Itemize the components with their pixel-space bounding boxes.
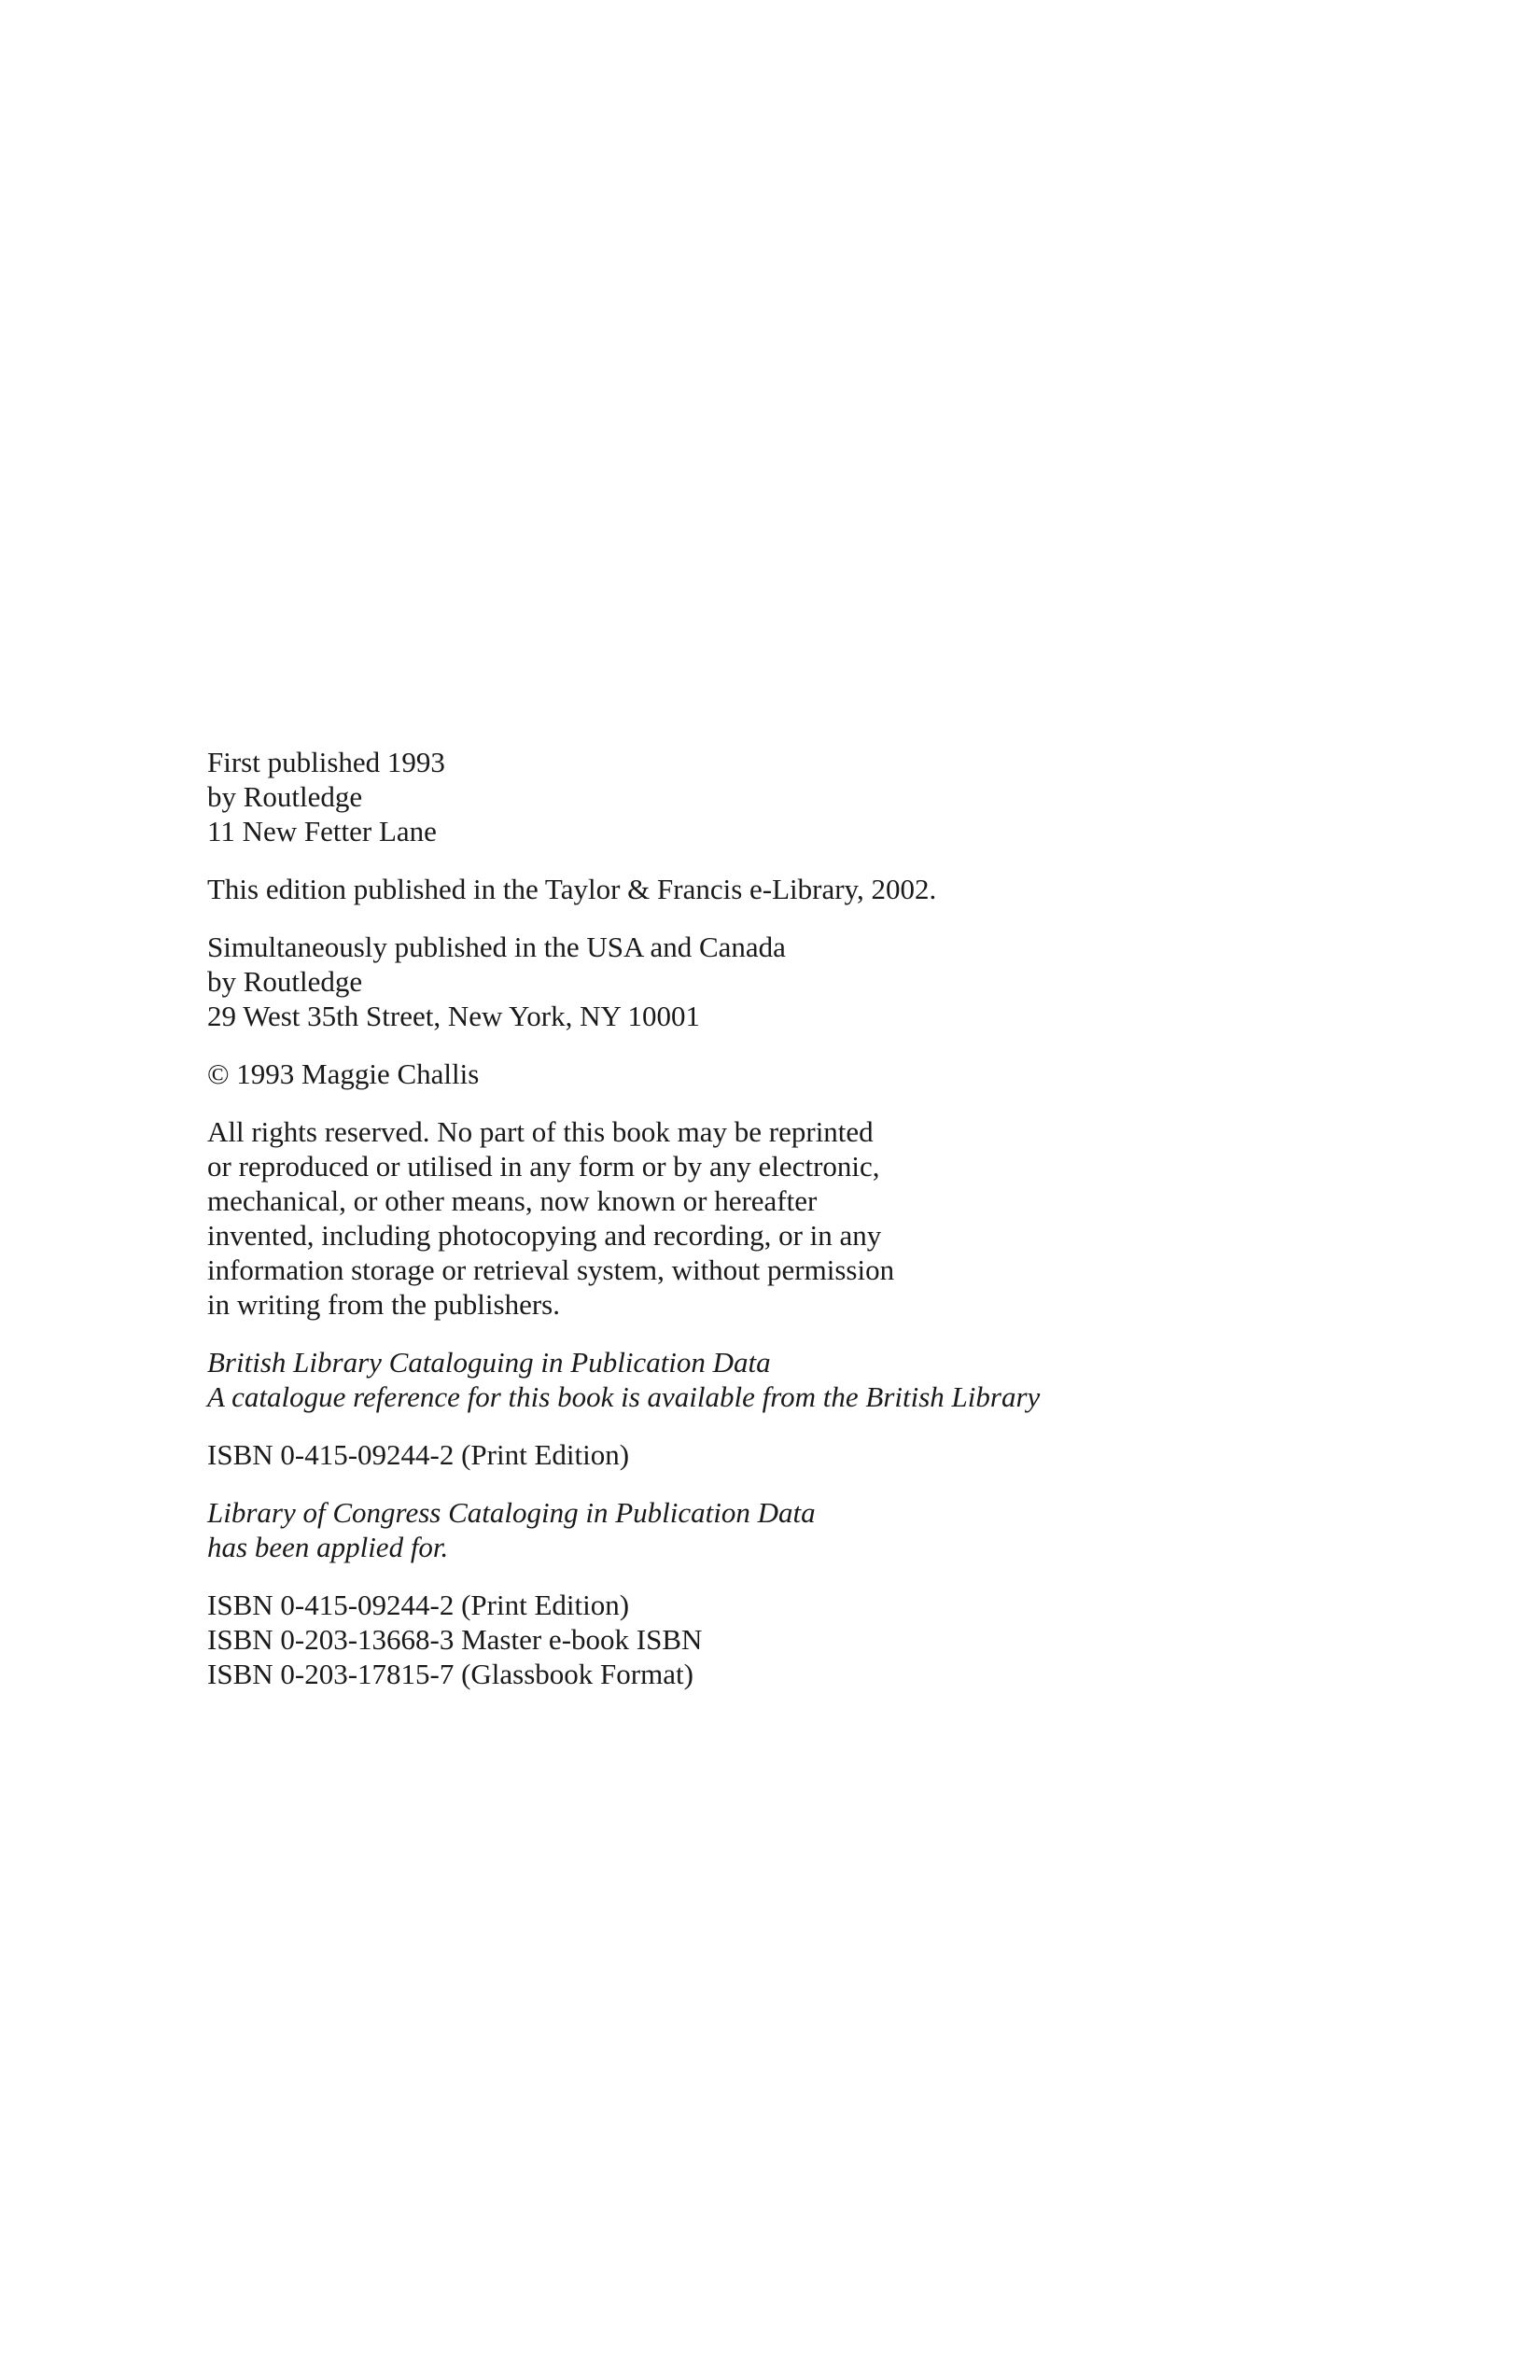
first-publication-info <box>207 745 1421 848</box>
isbn-master-ebook: ISBN 0-203-13668-3 Master e-book ISBN <box>207 1623 703 1656</box>
library-of-congress-heading: Library of Congress Cataloging in Publication Data <box>207 1496 816 1529</box>
isbn-print-edition: ISBN 0-415-09244-2 (Print Edition) <box>207 1438 630 1471</box>
isbn-glassbook-format: ISBN 0-203-17815-7 (Glassbook Format) <box>207 1658 693 1690</box>
british-library-heading: British Library Cataloguing in Publication Data <box>207 1346 771 1379</box>
rights-line: All rights reserved. No part of this book may be reprinted <box>207 1115 874 1148</box>
rights-reserved-notice <box>207 1114 1421 1322</box>
rights-line: mechanical, or other means, now known or hereafter <box>207 1184 818 1217</box>
british-library-note: A catalogue reference for this book is available from the British Library <box>207 1380 1041 1413</box>
us-publisher-address-line: 29 West 35th Street, New York, NY 10001 <box>207 1000 700 1032</box>
first-published-line: First published 1993 <box>207 746 445 778</box>
rights-line: in writing from the publishers. <box>207 1288 560 1321</box>
rights-line: invented, including photocopying and recording, or in any <box>207 1219 882 1252</box>
isbn-list <box>207 1588 1421 1691</box>
ebook-edition-line: This edition published in the Taylor & Francis e-Library, 2002. <box>207 873 937 905</box>
rights-line: information storage or retrieval system, without permission <box>207 1253 895 1286</box>
rights-line: or reproduced or utilised in any form or by any electronic, <box>207 1150 880 1183</box>
isbn-print-edition: ISBN 0-415-09244-2 (Print Edition) <box>207 1589 630 1621</box>
isbn-print-edition-block <box>207 1437 1421 1472</box>
us-publisher-line: by Routledge <box>207 965 363 998</box>
publisher-address-line: 11 New Fetter Lane <box>207 815 437 847</box>
copyright-line: © 1993 Maggie Challis <box>207 1057 480 1090</box>
british-library-cataloguing-data <box>207 1345 1421 1414</box>
usa-canada-publication-info <box>207 930 1421 1033</box>
simultaneous-publication-line: Simultaneously published in the USA and Canada <box>207 931 786 963</box>
copyright-page-block <box>207 745 1421 1715</box>
library-of-congress-note: has been applied for. <box>207 1531 449 1563</box>
library-of-congress-cataloging-data <box>207 1495 1421 1564</box>
publisher-line: by Routledge <box>207 780 363 813</box>
copyright-notice <box>207 1057 1421 1091</box>
ebook-edition-info <box>207 872 1421 906</box>
